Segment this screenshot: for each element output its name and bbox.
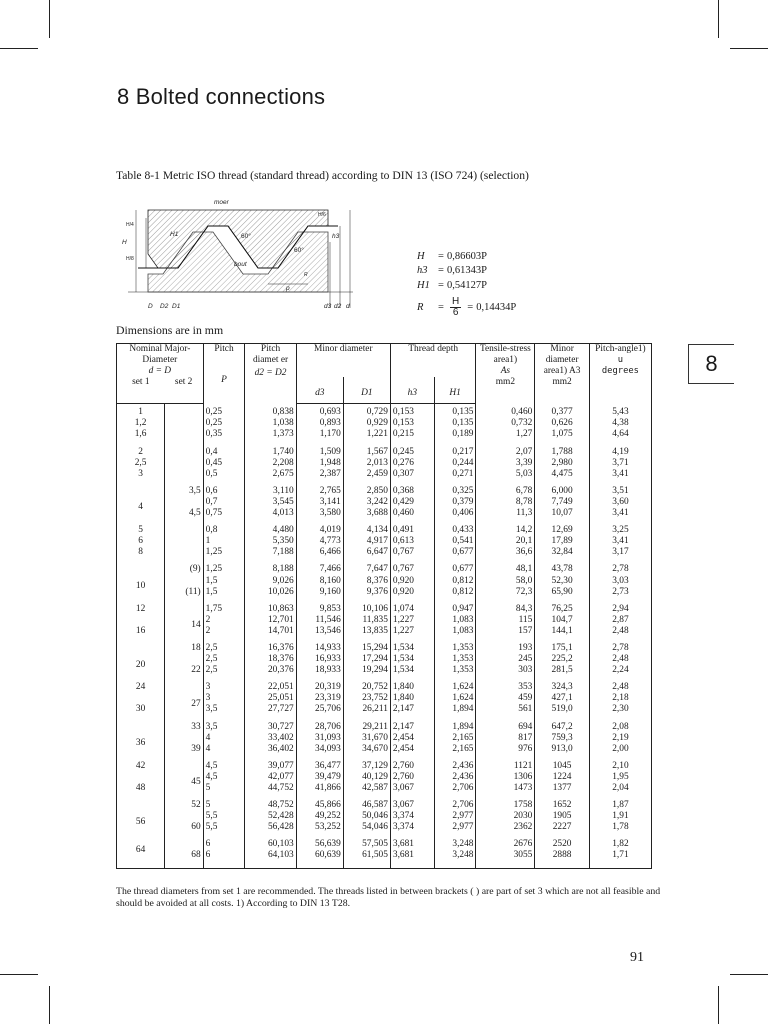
cell-As: 0,460 0,732 1,27 xyxy=(476,404,535,441)
cell-A3: 1,788 2,980 4,475 xyxy=(535,447,590,480)
diagram-label-D2: D2 xyxy=(160,303,169,310)
cell-set1: 36 xyxy=(117,722,165,755)
cell-A3: 6,000 7,749 10,07 xyxy=(535,486,590,519)
cell-D1: 1,567 2,013 2,459 xyxy=(343,447,390,480)
cell-A3: 647,2 759,3 913,0 xyxy=(535,722,590,755)
cell-set2 xyxy=(165,447,204,480)
crop-mark xyxy=(49,986,50,1024)
cell-h3: 3,681 3,681 xyxy=(390,839,434,868)
cell-A3: 43,78 52,30 65,90 xyxy=(535,564,590,597)
cell-d3: 0,693 0,893 1,170 xyxy=(296,404,343,441)
crop-mark xyxy=(730,974,768,975)
cell-D1: 7,647 8,376 9,376 xyxy=(343,564,390,597)
crop-mark xyxy=(0,974,38,975)
crop-mark xyxy=(49,0,50,38)
cell-As: 14,2 20,1 36,6 xyxy=(476,525,535,558)
cell-h3: 1,074 1,227 1,227 xyxy=(390,604,434,637)
crop-mark xyxy=(0,48,38,49)
cell-H1: 1,624 1,624 1,894 xyxy=(434,682,476,715)
formula-H1: H1 = 0,54127P xyxy=(417,279,487,291)
cell-D1: 0,729 0,929 1,221 xyxy=(343,404,390,441)
cell-A3: 324,3 427,1 519,0 xyxy=(535,682,590,715)
cell-d3: 20,319 23,319 25,706 xyxy=(296,682,343,715)
crop-mark xyxy=(718,0,719,38)
cell-As: 1121 1306 1473 xyxy=(476,761,535,794)
diagram-label-angle-top: 60° xyxy=(241,233,251,240)
header-minor-diameter: Minor diameter xyxy=(296,344,390,378)
cell-h3: 2,147 2,454 2,454 xyxy=(390,722,434,755)
diagram-label-H: H xyxy=(122,239,127,246)
cell-angle: 2,08 2,19 2,00 xyxy=(589,722,651,755)
table-row xyxy=(117,525,652,558)
table-row xyxy=(117,761,652,794)
cell-set1: 42 48 xyxy=(117,761,165,794)
formula-R: R = $\frac{H}{6}$ = 0,14434P xyxy=(417,296,517,319)
diagram-label-d2: d2 xyxy=(334,303,342,310)
cell-set1: 4 xyxy=(117,486,165,519)
cell-A3: 1652 1905 2227 xyxy=(535,800,590,833)
cell-H1: 1,894 2,165 2,165 xyxy=(434,722,476,755)
cell-D1: 4,134 4,917 6,647 xyxy=(343,525,390,558)
cell-pitch: 4,5 4,5 5 xyxy=(203,761,245,794)
cell-A3: 0,377 0,626 1,075 xyxy=(535,404,590,441)
crop-mark xyxy=(718,986,719,1024)
cell-set2: (9) (11) xyxy=(165,564,204,597)
cell-H1: 0,433 0,541 0,677 xyxy=(434,525,476,558)
table-row xyxy=(117,447,652,480)
cell-d3: 56,639 60,639 xyxy=(296,839,343,868)
cell-angle: 3,25 3,41 3,17 xyxy=(589,525,651,558)
crop-mark xyxy=(730,48,768,49)
cell-D1: 20,752 23,752 26,211 xyxy=(343,682,390,715)
cell-d2: 0,838 1,038 1,373 xyxy=(245,404,296,441)
cell-set2 xyxy=(165,525,204,558)
cell-h3: 0,368 0,429 0,460 xyxy=(390,486,434,519)
cell-angle: 5,43 4,38 4,64 xyxy=(589,404,651,441)
header-thread-depth: Thread depth xyxy=(390,344,476,378)
cell-D1: 37,129 40,129 42,587 xyxy=(343,761,390,794)
cell-As: 2676 3055 xyxy=(476,839,535,868)
cell-d2: 3,110 3,545 4,013 xyxy=(245,486,296,519)
diagram-label-H-6: H/6 xyxy=(318,212,326,218)
cell-set2: 14 xyxy=(165,604,204,637)
cell-d3: 2,765 3,141 3,580 xyxy=(296,486,343,519)
cell-set2: 52 60 xyxy=(165,800,204,833)
header-pitch-angle: Pitch-angle1) u degrees xyxy=(589,344,651,404)
cell-pitch: 0,6 0,7 0,75 xyxy=(203,486,245,519)
cell-pitch: 1,25 1,5 1,5 xyxy=(203,564,245,597)
cell-As: 2,07 3,39 5,03 xyxy=(476,447,535,480)
cell-h3: 1,534 1,534 1,534 xyxy=(390,643,434,676)
table-row xyxy=(117,404,652,441)
thread-formulas xyxy=(417,250,516,318)
diagram-label-nut: moer xyxy=(214,199,229,206)
cell-d2: 4,480 5,350 7,188 xyxy=(245,525,296,558)
cell-set2: 27 xyxy=(165,682,204,715)
diagram-label-h3: h3 xyxy=(332,233,340,240)
cell-set2: 33 39 xyxy=(165,722,204,755)
cell-H1: 0,217 0,244 0,271 xyxy=(434,447,476,480)
cell-set1: 56 xyxy=(117,800,165,833)
table-row xyxy=(117,604,652,637)
cell-H1: 0,325 0,379 0,406 xyxy=(434,486,476,519)
header-H1: H1 xyxy=(434,377,476,404)
cell-pitch: 0,25 0,25 0,35 xyxy=(203,404,245,441)
header-tensile-area: Tensile-stress area1) As mm2 xyxy=(476,344,535,404)
cell-d3: 9,853 11,546 13,546 xyxy=(296,604,343,637)
cell-angle: 2,94 2,87 2,48 xyxy=(589,604,651,637)
diagram-label-p: p xyxy=(286,285,290,292)
diagram-label-H1: H1 xyxy=(170,231,179,238)
header-set2: set 2 xyxy=(165,377,204,404)
cell-A3: 1045 1224 1377 xyxy=(535,761,590,794)
diagram-label-H-4: H/4 xyxy=(126,222,134,228)
cell-d2: 48,752 52,428 56,428 xyxy=(245,800,296,833)
cell-angle: 2,78 2,48 2,24 xyxy=(589,643,651,676)
cell-angle: 2,48 2,18 2,30 xyxy=(589,682,651,715)
table-row xyxy=(117,486,652,519)
header-pitch-diameter: Pitch diamet er d2 = D2 xyxy=(245,344,296,404)
cell-angle: 2,10 1,95 2,04 xyxy=(589,761,651,794)
cell-set1: 5 6 8 xyxy=(117,525,165,558)
cell-angle: 1,82 1,71 xyxy=(589,839,651,868)
cell-pitch: 0,4 0,45 0,5 xyxy=(203,447,245,480)
fraction: $\frac{H}{6}$ xyxy=(452,296,460,319)
header-set1: set 1 xyxy=(117,377,165,404)
cell-A3: 2520 2888 xyxy=(535,839,590,868)
table-row xyxy=(117,800,652,833)
cell-d2: 39,077 42,077 44,752 xyxy=(245,761,296,794)
cell-As: 6,78 8,78 11,3 xyxy=(476,486,535,519)
cell-set2: 68 xyxy=(165,839,204,868)
page-number: 91 xyxy=(630,950,644,965)
diagram-label-H-8: H/8 xyxy=(126,256,134,262)
formula-H: H = 0,86603P xyxy=(417,251,487,262)
cell-angle: 2,78 3,03 2,73 xyxy=(589,564,651,597)
page-title: 8 Bolted connections xyxy=(117,84,326,109)
table-row xyxy=(117,643,652,676)
cell-h3: 0,153 0,153 0,215 xyxy=(390,404,434,441)
cell-h3: 3,067 3,374 3,374 xyxy=(390,800,434,833)
cell-pitch: 6 6 xyxy=(203,839,245,868)
cell-h3: 0,245 0,276 0,307 xyxy=(390,447,434,480)
cell-angle: 1,87 1,91 1,78 xyxy=(589,800,651,833)
diagram-label-d3: d3 xyxy=(324,303,332,310)
cell-D1: 57,505 61,505 xyxy=(343,839,390,868)
header-D1: D1 xyxy=(343,377,390,404)
cell-d2: 30,727 33,402 36,402 xyxy=(245,722,296,755)
cell-pitch: 1,75 2 2 xyxy=(203,604,245,637)
cell-d3: 7,466 8,160 9,160 xyxy=(296,564,343,597)
cell-d2: 1,740 2,208 2,675 xyxy=(245,447,296,480)
cell-d2: 8,188 9,026 10,026 xyxy=(245,564,296,597)
cell-set2 xyxy=(165,404,204,441)
cell-d3: 45,866 49,252 53,252 xyxy=(296,800,343,833)
cell-set1: 1 1,2 1,6 xyxy=(117,404,165,441)
header-nominal: Nominal Major-Diameter d = D xyxy=(117,344,204,378)
cell-pitch: 3 3 3,5 xyxy=(203,682,245,715)
header-h3: h3 xyxy=(390,377,434,404)
cell-D1: 2,850 3,242 3,688 xyxy=(343,486,390,519)
cell-As: 84,3 115 157 xyxy=(476,604,535,637)
cell-h3: 2,760 2,760 3,067 xyxy=(390,761,434,794)
cell-D1: 15,294 17,294 19,294 xyxy=(343,643,390,676)
cell-angle: 3,51 3,60 3,41 xyxy=(589,486,651,519)
chapter-tab: 8 xyxy=(688,344,734,384)
cell-H1: 2,706 2,977 2,977 xyxy=(434,800,476,833)
diagram-label-D1: D1 xyxy=(172,303,181,310)
cell-set2: 45 xyxy=(165,761,204,794)
thread-table xyxy=(116,343,652,869)
table-row xyxy=(117,839,652,868)
cell-d2: 10,863 12,701 14,701 xyxy=(245,604,296,637)
diagram-label-D: D xyxy=(148,303,153,310)
thread-table-body xyxy=(117,404,652,868)
header-pitch: Pitch P xyxy=(203,344,245,404)
footnote: The thread diameters from set 1 are recommended. The threads listed in between brackets ( ) are part of set 3 which are not all feasible and should be avoided at all costs. 1) According to DIN 13 T28. xyxy=(116,886,661,910)
dimensions-note: Dimensions are in mm xyxy=(116,323,224,337)
cell-set1: 24 30 xyxy=(117,682,165,715)
cell-pitch: 0,8 1 1,25 xyxy=(203,525,245,558)
cell-A3: 12,69 17,89 32,84 xyxy=(535,525,590,558)
header-minor-area: Minor diameter area1) A3 mm2 xyxy=(535,344,590,404)
cell-As: 353 459 561 xyxy=(476,682,535,715)
diagram-label-R: R xyxy=(304,272,308,278)
cell-set1: 2 2,5 3 xyxy=(117,447,165,480)
cell-As: 48,1 58,0 72,3 xyxy=(476,564,535,597)
table-caption: Table 8-1 Metric ISO thread (standard thread) according to DIN 13 (ISO 724) (selection) xyxy=(116,169,529,182)
table-row xyxy=(117,722,652,755)
thread-profile-diagram xyxy=(118,196,368,314)
cell-d2: 16,376 18,376 20,376 xyxy=(245,643,296,676)
cell-d3: 1,509 1,948 2,387 xyxy=(296,447,343,480)
diagram-label-angle-bottom: 60° xyxy=(294,247,304,254)
cell-d3: 36,477 39,479 41,866 xyxy=(296,761,343,794)
cell-H1: 0,677 0,812 0,812 xyxy=(434,564,476,597)
diagram-label-d: d xyxy=(346,303,350,310)
diagram-label-bolt: bout xyxy=(234,261,247,268)
cell-H1: 3,248 3,248 xyxy=(434,839,476,868)
cell-set2: 3,5 4,5 xyxy=(165,486,204,519)
cell-D1: 46,587 50,046 54,046 xyxy=(343,800,390,833)
cell-H1: 0,135 0,135 0,189 xyxy=(434,404,476,441)
cell-h3: 1,840 1,840 2,147 xyxy=(390,682,434,715)
cell-d3: 28,706 31,093 34,093 xyxy=(296,722,343,755)
cell-set1: 64 xyxy=(117,839,165,868)
cell-D1: 10,106 11,835 13,835 xyxy=(343,604,390,637)
cell-D1: 29,211 31,670 34,670 xyxy=(343,722,390,755)
cell-d2: 22,051 25,051 27,727 xyxy=(245,682,296,715)
cell-H1: 0,947 1,083 1,083 xyxy=(434,604,476,637)
formula-h3: h3 = 0,61343P xyxy=(417,265,487,277)
cell-d3: 14,933 16,933 18,933 xyxy=(296,643,343,676)
cell-set1: 10 xyxy=(117,564,165,597)
cell-A3: 76,25 104,7 144,1 xyxy=(535,604,590,637)
cell-As: 1758 2030 2362 xyxy=(476,800,535,833)
cell-set1: 20 xyxy=(117,643,165,676)
cell-d2: 60,103 64,103 xyxy=(245,839,296,868)
header-d3: d3 xyxy=(296,377,343,404)
table-row xyxy=(117,564,652,597)
cell-pitch: 2,5 2,5 2,5 xyxy=(203,643,245,676)
cell-pitch: 3,5 4 4 xyxy=(203,722,245,755)
cell-A3: 175,1 225,2 281,5 xyxy=(535,643,590,676)
cell-pitch: 5 5,5 5,5 xyxy=(203,800,245,833)
cell-h3: 0,767 0,920 0,920 xyxy=(390,564,434,597)
cell-set2: 18 22 xyxy=(165,643,204,676)
cell-h3: 0,491 0,613 0,767 xyxy=(390,525,434,558)
table-row xyxy=(117,682,652,715)
cell-As: 193 245 303 xyxy=(476,643,535,676)
cell-angle: 4,19 3,71 3,41 xyxy=(589,447,651,480)
cell-set1: 12 16 xyxy=(117,604,165,637)
cell-As: 694 817 976 xyxy=(476,722,535,755)
cell-H1: 1,353 1,353 1,353 xyxy=(434,643,476,676)
cell-H1: 2,436 2,436 2,706 xyxy=(434,761,476,794)
cell-d3: 4,019 4,773 6,466 xyxy=(296,525,343,558)
